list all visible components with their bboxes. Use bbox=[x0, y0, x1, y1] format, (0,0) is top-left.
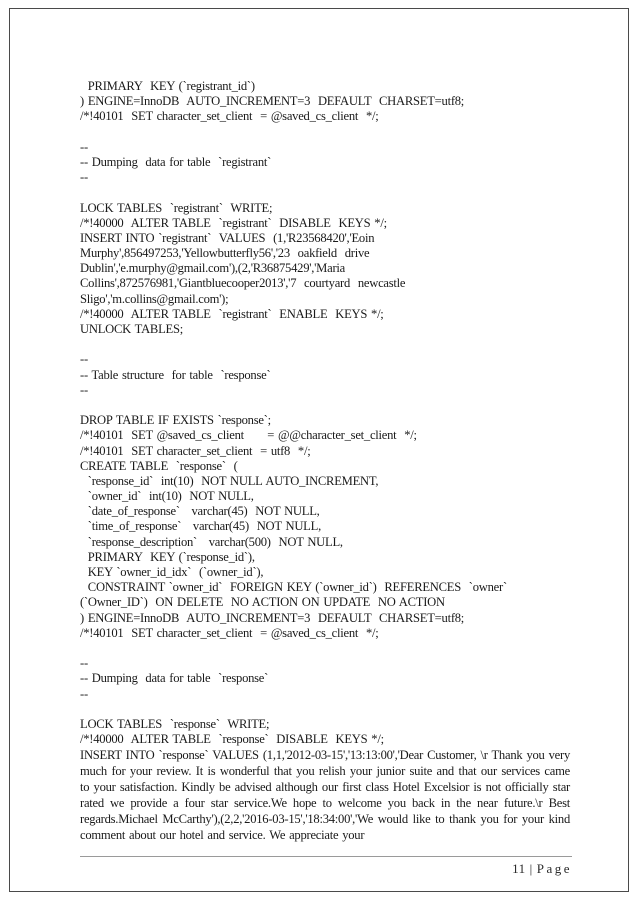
code-line: LOCK TABLES `registrant` WRITE; bbox=[80, 200, 273, 215]
code-line: `time_of_response` varchar(45) NOT NULL, bbox=[80, 519, 321, 534]
code-line: KEY `owner_id_idx` (`owner_id`), bbox=[80, 565, 264, 579]
code-line: -- bbox=[80, 656, 88, 671]
code-line: /*!40101 SET character_set_client = utf8 */; bbox=[80, 443, 311, 458]
code-line: /*!40101 SET character_set_client = @saved_cs_client */; bbox=[80, 109, 379, 124]
code-line bbox=[80, 398, 570, 413]
code-line: Sligo','m.collins@gmail.com'); bbox=[80, 291, 229, 306]
code-line: -- bbox=[80, 170, 88, 185]
code-line: /*!40000 ALTER TABLE `registrant` ENABLE KEYS */; bbox=[80, 306, 384, 321]
code-line: -- bbox=[80, 382, 88, 397]
code-line: CONSTRAINT `owner_id` FOREIGN KEY (`owner_id`) REFERENCES `owner` bbox=[80, 580, 507, 595]
code-line: /*!40000 ALTER TABLE `registrant` DISABLE KEYS */; bbox=[80, 215, 387, 230]
code-line: ) ENGINE=InnoDB AUTO_INCREMENT=3 DEFAULT CHARSET=utf8; bbox=[80, 610, 465, 625]
code-line: Dublin','e.murphy@gmail.com'),(2,'R36875429','Maria bbox=[80, 261, 345, 276]
code-line: (`Owner_ID`) ON DELETE NO ACTION ON UPDATE NO ACTION bbox=[80, 595, 445, 610]
code-line: -- Table structure for table `response` bbox=[80, 367, 271, 382]
code-line bbox=[80, 641, 570, 656]
code-line: -- Dumping data for table `registrant` bbox=[80, 154, 272, 169]
code-line: `response_id` int(10) NOT NULL AUTO_INCREMENT, bbox=[80, 473, 379, 488]
code-line: `date_of_response` varchar(45) NOT NULL, bbox=[80, 504, 320, 519]
page-number: 11 bbox=[512, 861, 526, 876]
page-footer bbox=[512, 861, 572, 877]
document-body bbox=[80, 79, 570, 843]
code-line bbox=[80, 337, 570, 352]
code-line: LOCK TABLES `response` WRITE; bbox=[80, 716, 270, 731]
code-line: CREATE TABLE `response` ( bbox=[80, 458, 238, 473]
code-line bbox=[80, 125, 570, 140]
insert-statement-paragraph: INSERT INTO `response` VALUES (1,1,'2012-03-15','13:13:00','Dear Customer, \r Thank you very much for your review. It is wonderful that you relish your junior suite and that our services came to your satisfaction. Kindly be advised although our first class Hotel Excelsior is not officially star rated we provide a four star service.We hope to welcome you back in the near future.\r Best regards.Michael McCarthy'),(2,2,'2016-03-15','18:34:00','We would like to thank you for your kind comment about our hotel and service. We appreciate your bbox=[80, 748, 570, 843]
page-label: Page bbox=[536, 861, 572, 876]
code-line: -- bbox=[80, 139, 88, 154]
footer-separator: | bbox=[529, 861, 533, 876]
code-line: -- Dumping data for table `response` bbox=[80, 671, 269, 686]
code-line: ) ENGINE=InnoDB AUTO_INCREMENT=3 DEFAULT CHARSET=utf8; bbox=[80, 94, 465, 109]
code-line: PRIMARY KEY (`response_id`), bbox=[80, 549, 255, 564]
code-line: INSERT INTO `registrant` VALUES (1,'R23568420','Eoin bbox=[80, 230, 375, 245]
code-line: /*!40101 SET character_set_client = @saved_cs_client */; bbox=[80, 625, 379, 640]
code-line bbox=[80, 185, 570, 200]
code-line: -- bbox=[80, 686, 88, 701]
code-line: PRIMARY KEY (`registrant_id`) bbox=[80, 79, 255, 93]
footer-divider bbox=[80, 856, 572, 857]
document-page bbox=[9, 8, 629, 892]
code-line: Murphy',856497253,'Yellowbutterfly56','23 oakfield drive bbox=[80, 246, 370, 261]
code-line bbox=[80, 702, 570, 717]
code-line: /*!40000 ALTER TABLE `response` DISABLE KEYS */; bbox=[80, 732, 384, 747]
code-line: UNLOCK TABLES; bbox=[80, 322, 183, 336]
code-line: `owner_id` int(10) NOT NULL, bbox=[80, 489, 254, 504]
code-line: -- bbox=[80, 352, 88, 367]
code-line: /*!40101 SET @saved_cs_client = @@character_set_client */; bbox=[80, 428, 417, 443]
code-line: `response_description` varchar(500) NOT NULL, bbox=[80, 534, 343, 549]
code-line: DROP TABLE IF EXISTS `response`; bbox=[80, 413, 271, 428]
code-line: Collins',872576981,'Giantbluecooper2013','7 courtyard newcastle bbox=[80, 276, 406, 291]
